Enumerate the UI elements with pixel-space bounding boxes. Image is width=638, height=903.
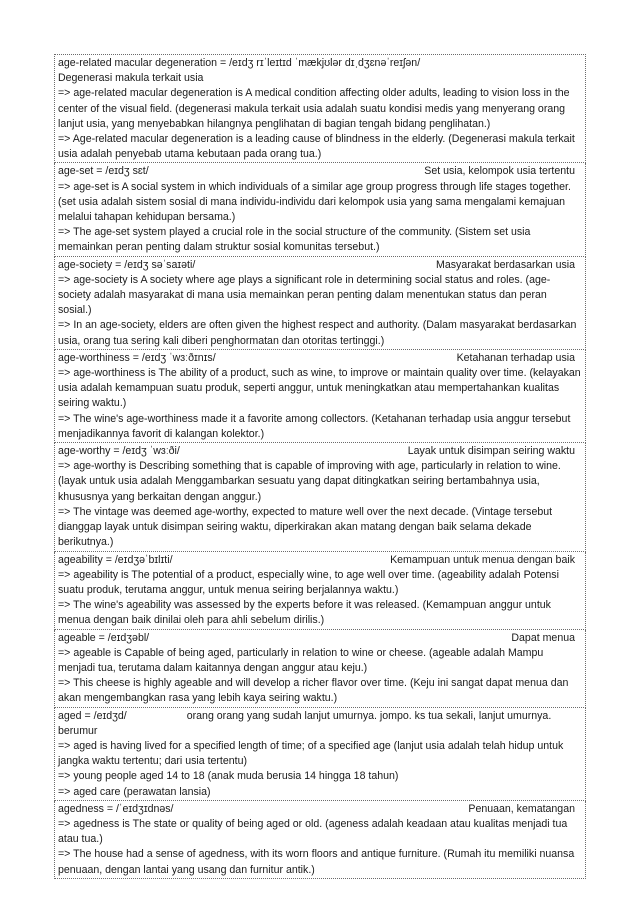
entry-definition-line: => The vintage was deemed age-worthy, expected to mature well over the next decade. (Vintage tersebut dianggap layak untuk disimpan seiring waktu, diperkirakan akan matang dengan baik selama dekade berikutnya.) <box>58 505 553 549</box>
entry-translation: orang orang yang sudah lanjut umurnya. jompo. ks tua sekali, lanjut umurnya. berumur <box>58 709 552 737</box>
entry-headword-row <box>58 631 583 646</box>
entry-definition-line: => Age-related macular degeneration is a leading cause of blindness in the elderly. (Degenerasi makula terkait usia adalah penyebab utama kebutaan pada orang tua.) <box>58 133 575 161</box>
headword-pronunciation: age-society = /eɪdʒ səˈsaɪəti/ <box>58 258 196 271</box>
entry-translation: Set usia, kelompok usia tertentu <box>424 165 575 178</box>
entry-definition-line: => age-related macular degeneration is A medical condition affecting older adults, leading to vision loss in the center of the visual field. (degenerasi makula terkait usia adalah suatu kondisi medis yang menyerang orang lanjut usia, yang menyebabkan hilangnya penglihatan di bagian tengah bidang penglihatan.) <box>58 87 570 130</box>
entry-translation: Ketahanan terhadap usia <box>456 351 575 364</box>
entry-definition-line: => In an age-society, elders are often given the highest respect and authority. (Dalam masyarakat berdasarkan usia, orang tua sering kali diberi penghormatan dan otoritas tertinggi.) <box>58 319 577 347</box>
entry-headword-row <box>58 709 583 739</box>
entry-definition-line: => aged is having lived for a specified length of time; of a specified age (lanjut usia adalah telah hidup untuk jangka waktu tertentu; dari usia tertentu) <box>58 739 564 768</box>
entry-definition-line: => age-society is A society where age plays a significant role in determining social status and roles. (age-society adalah masyarakat di mana usia memainkan peran penting dalam menentukan status dan peran sosial.) <box>58 273 551 317</box>
dictionary-entry <box>54 630 586 708</box>
headword-pronunciation: ageability = /eɪdʒəˈbɪlɪti/ <box>58 553 173 566</box>
entry-headword-row <box>58 553 583 568</box>
entry-definition-line: => age-worthy is Describing something that is capable of improving with age, particularly in relation to wine. (layak untuk usia adalah Menggambarkan sesuatu yang dapat ditingkatkan seiring bertambahnya usia, khususnya yang berkaitan dengan anggur.) <box>58 460 561 503</box>
dictionary-entry <box>54 801 586 879</box>
dictionary-entry <box>54 163 586 256</box>
entry-translation: Penuaan, kematangan <box>468 802 575 815</box>
headword-pronunciation: age-worthy = /eɪdʒ ˈwɜːði/ <box>58 445 180 458</box>
entry-headword-row <box>58 164 583 179</box>
entry-headword-row <box>58 444 583 459</box>
entry-definition-line: => aged care (perawatan lansia) <box>58 785 211 798</box>
dictionary-entry <box>54 257 586 350</box>
entry-translation: Kemampuan untuk menua dengan baik <box>390 553 575 566</box>
headword-pronunciation: aged = /eɪdʒd/ <box>58 709 127 722</box>
entry-definition-line: => The wine's age-worthiness made it a favorite among collectors. (Ketahanan terhadap usia anggur tersebut menjadikannya favorit di kalangan kolektor.) <box>58 412 571 440</box>
headword-pronunciation: agedness = /ˈeɪdʒɪdnəs/ <box>58 802 174 815</box>
entry-translation: Dapat menua <box>511 631 575 644</box>
entry-headword-row <box>58 802 583 817</box>
entry-definition-line: => The house had a sense of agedness, with its worn floors and antique furniture. (Rumah itu memiliki nuansa penuaan, dengan lantai yang usang dan furnitur antik.) <box>58 848 575 876</box>
entry-headword-row <box>58 258 583 273</box>
entry-translation: Layak untuk disimpan seiring waktu <box>407 445 575 458</box>
entry-headword-row <box>58 351 583 366</box>
dictionary-entry <box>54 708 586 801</box>
entry-headword-row <box>58 56 583 71</box>
headword-pronunciation: ageable = /eɪdʒəbl/ <box>58 631 150 644</box>
dictionary-entry <box>54 54 586 163</box>
entry-definition-line: => ageable is Capable of being aged, particularly in relation to wine or cheese. (ageable adalah Mampu menjadi tua, terutama dalam kaitannya dengan anggur atau keju.) <box>58 646 544 674</box>
dictionary-entry <box>54 552 586 630</box>
dictionary-entry <box>54 350 586 443</box>
entry-definition-line: => The wine's ageability was assessed by the experts before it was released. (Kemampuan anggur untuk menua dengan baik dinilai oleh para ahli sebelum dirilis.) <box>58 599 551 627</box>
entry-definition-line: => This cheese is highly ageable and will develop a richer flavor over time. (Keju ini sangat dapat menua dan akan mengembangkan rasa yang lebih kaya seiring waktu.) <box>58 677 569 705</box>
entry-translation: Masyarakat berdasarkan usia <box>436 258 575 271</box>
headword-pronunciation: age-set = /eɪdʒ sɛt/ <box>58 165 149 178</box>
dictionary-entry <box>54 443 586 551</box>
entry-definition-line: => The age-set system played a crucial role in the social structure of the community. (Sistem set usia memainkan peran penting dalam struktur sosial komunitas tersebut.) <box>58 226 531 254</box>
entry-definition-line: => age-set is A social system in which individuals of a similar age group progress through life stages together. (set usia adalah sistem sosial di mana individu-individu dari kelompok usia yang sama mengalami kemajuan melalui tahapan kehidupan bersama.) <box>58 180 571 224</box>
headword-pronunciation: age-worthiness = /eɪdʒ ˈwɜːðɪnɪs/ <box>58 351 216 364</box>
dictionary-document <box>54 54 586 879</box>
entry-definition-line: Degenerasi makula terkait usia <box>58 72 204 85</box>
entry-definition-line: => age-worthiness is The ability of a product, such as wine, to improve or maintain quality over time. (kelayakan usia adalah kemampuan suatu produk, seperti anggur, untuk meningkatkan atau mempertahankan kualitas seiring waktu.) <box>58 367 581 410</box>
entry-definition-line: => young people aged 14 to 18 (anak muda berusia 14 hingga 18 tahun) <box>58 770 399 783</box>
entry-definition-line: => ageability is The potential of a product, especially wine, to age well over time. (ageability adalah Potensi suatu produk, terutama anggur, untuk menua seiring berjalannya waktu.) <box>58 568 559 596</box>
entry-definition-line: => agedness is The state or quality of being aged or old. (ageness adalah keadaan atau kualitas menjadi tua atau tua.) <box>58 817 568 846</box>
headword-pronunciation: age-related macular degeneration = /eɪdʒ rɪˈleɪtɪd ˈmækjʊlər dɪˌdʒɛnəˈreɪʃən/ <box>58 57 421 69</box>
